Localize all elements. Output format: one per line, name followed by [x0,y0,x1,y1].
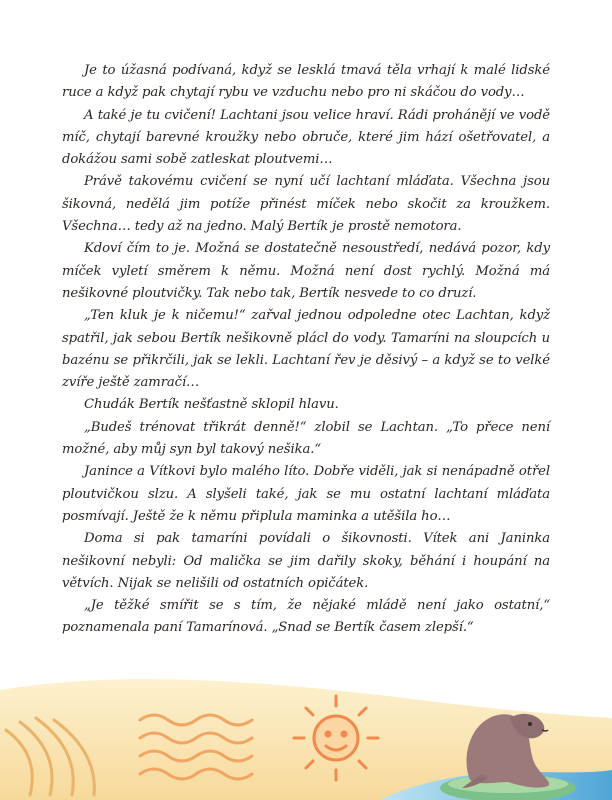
paragraph: Kdoví čím to je. Možná se dostatečně nesoustředí, nedává pozor, kdy míček vyletí směrem k němu. Možná není dost rychlý. Možná má nešikovné ploutvičky. Tak nebo tak, Bertík nesvede to co druzí. [62,241,550,301]
paragraph: Doma si pak tamaríni povídali o šikovnosti. Vítek ani Janinka nešikovní nebyli: Od malička se jim dařily skoky, běhání i houpání na větvích. Nijak se nelišili od ostatních opičátek. [62,531,550,591]
paragraph: „Ten kluk je k ničemu!“ zařval jednou odpoledne otec Lachtan, když spatřil, jak sebou Bertík nešikovně plácl do vody. Tamaríni na sloupcích u bazénu se přikrčili, jak se lekli. Lachtaní řev je děsivý – a když se to velké zvíře ještě zamračí… [62,308,550,391]
paragraph: Je to úžasná podívaná, když se lesklá tmavá těla vrhají k malé lidské ruce a když pak chytají rybu ve vzduchu nebo pro ni skáčou do vody… [62,63,550,101]
paragraph: Chudák Bertík nešťastně sklopil hlavu. [84,397,339,413]
beach-illustration [0,660,612,800]
paragraph: Právě takovému cvičení se nyní učí lachtaní mláďata. Všechna jsou šikovná, nedělá jim potíže přinést míček nebo skočit za kroužkem. Všechna… tedy až na jedno. Malý Bertík je prostě nemotora. [62,174,550,235]
paragraph: A také je tu cvičení! Lachtani jsou velice hraví. Rádi prohánějí ve vodě míč, chytají barevné kroužky nebo obruče, které jim hází ošetřovatel, a dokážou sami sobě zatleskat ploutvemi… [62,107,550,168]
paragraph: „Budeš trénovat třikrát denně!“ zlobil se Lachtan. „To přece není možné, aby můj syn byl takový nešika.“ [62,419,550,458]
story-text [62,60,550,640]
paragraph: „Je těžké smířit se s tím, že nějaké mládě není jako ostatní,“ poznamenala paní Tamarínová. „Snad se Bertík časem zlepší.“ [62,598,550,636]
paragraph: Janince a Vítkovi bylo malého líto. Dobře viděli, jak si nenápadně otřel ploutvičkou slzu. A slyšeli také, jak se mu ostatní lachtaní mláďata posmívají. Ještě že k němu připlula maminka a utěšila ho… [62,464,550,524]
